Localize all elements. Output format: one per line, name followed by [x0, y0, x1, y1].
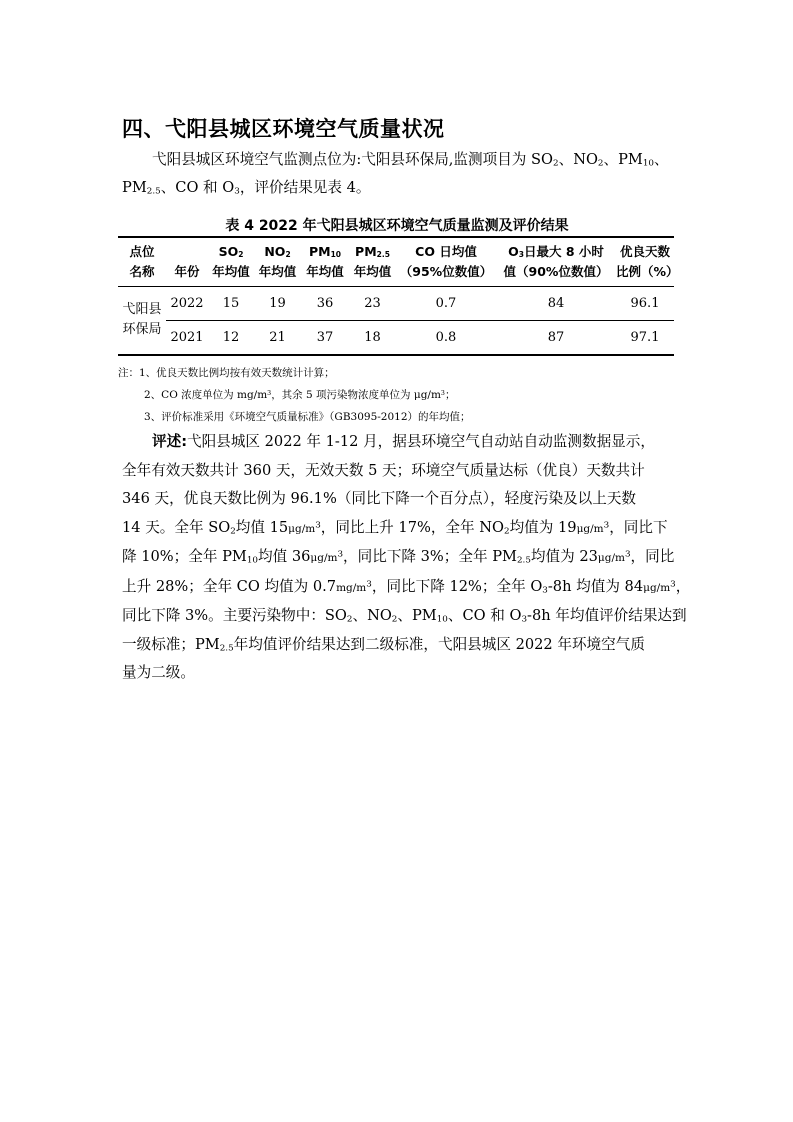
commentary-label: 评述:	[152, 433, 188, 450]
section-heading: 四、弋阳县城区环境空气质量状况	[122, 117, 445, 141]
site-name-cell: 弋阳县 环保局	[118, 287, 166, 353]
table-header-row: 点位 名称 年份 $SO_2$ 年均值 $NO_2$ 年均值 $PM_{10}$ 年均值 $PM_{2.5}$ 年均值 CO 日均值 （95%位数值） $O_3$日最大 8 小时 值（90%位数值） 优良天数 比例（%）	[118, 238, 674, 287]
table-caption: 表 4 2022 年弋阳县城区环境空气质量监测及评价结果	[225, 218, 569, 234]
table-notes	[118, 362, 471, 428]
note-2: 2、CO 浓度单位为 $mg/m^3$，其余 5 项污染物浓度单位为 $\mu g/m^3$；	[144, 389, 456, 401]
intro-paragraph: 弋阳县城区环境空气监测点位为:弋阳县环保局,监测项目为 $SO_2$、$NO_2$、$PM_{10}$、 $PM_{2.5}$、CO 和 $O_3$，评价结果见表 4。	[122, 151, 669, 197]
air-quality-table	[118, 236, 679, 356]
commentary-paragraph: 评述:弋阳县城区 2022 年 1-12 月，据县环境空气自动站自动监测数据显示， 全年有效天数共计 360 天，无效天数 5 天；环境空气质量达标（优良）天数共计 346 天，优良天数比例为 96.1%（同比下降一个百分点），轻度污染及以上天数 14 天。全年 $SO_2$均值 $15\mu g/m^3$，同比上升 17%，全年 $NO_2$均值为 $19\mu g/m^3$，同比下 降 10%；全年 $PM_{10}$均值 $36\mu g/m^3$，同比下降 3%；全年 $PM_{2.5}$均值为 $23\mu g/m^3$，同比 上升 28%；全年 CO 均值为 $0.7mg/m^3$，同比下降 12%；全年 $O_3-8h$ 均值为 $84\mu g/m^3$， 同比下降 3%。主要污染物中：$SO_2$、$NO_2$、$PM_{10}$、CO 和 $O_3-8h$ 年均值评价结果达到 一级标准；$PM_{2.5}$年均值评价结果达到二级标准，弋阳县城区 2022 年环境空气质 量为二级。	[122, 433, 691, 681]
note-3: 3、评价标准采用《环境空气质量标准》（GB3095-2012）的年均值；	[144, 411, 471, 423]
note-1: 注：1、优良天数比例均按有效天数统计计算；	[118, 367, 335, 379]
table-row: 2022 15 19 36 23 0.7 84 96.1	[118, 287, 674, 321]
table-row: 2021 12 21 37 18 0.8 87 97.1	[170, 330, 660, 345]
